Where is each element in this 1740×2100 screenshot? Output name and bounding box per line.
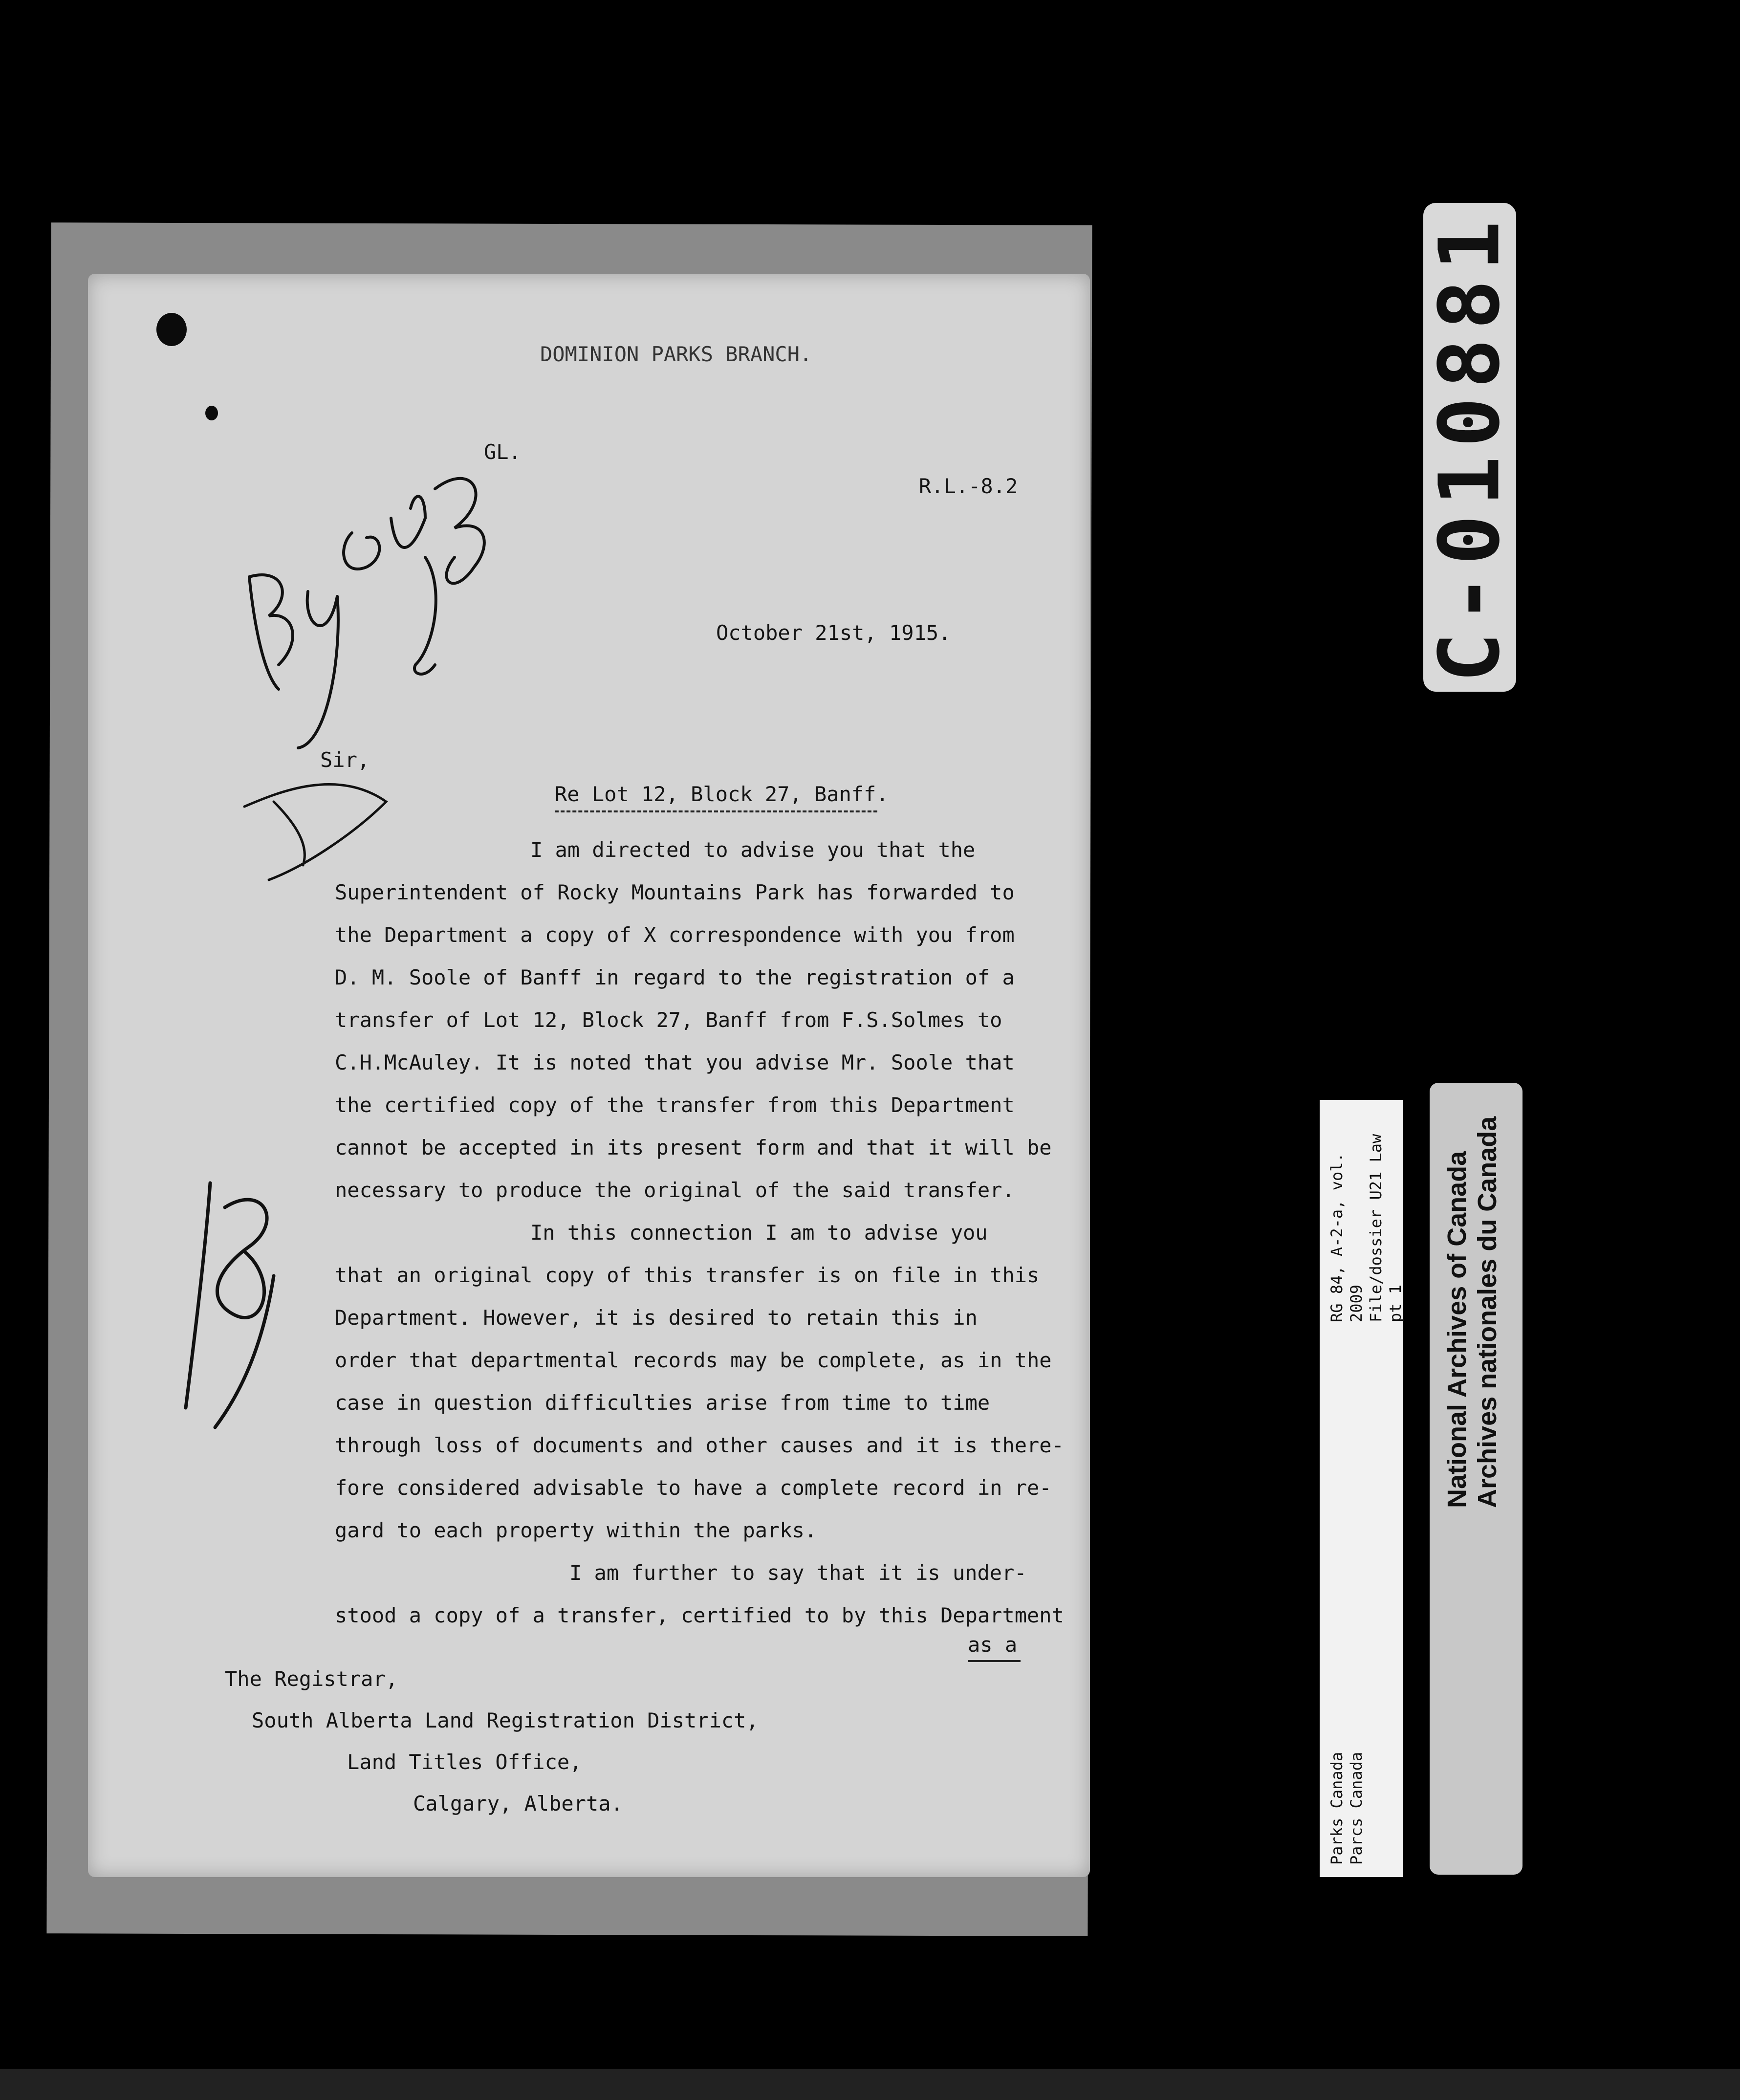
ref-line: File/dossier U21 Law (1367, 1134, 1385, 1322)
dept-fr: Parcs Canada (1347, 1751, 1366, 1865)
branch-heading: DOMINION PARKS BRANCH. (540, 342, 812, 366)
frame-number-text: C-010881 (1421, 212, 1519, 683)
body-line: the certified copy of the transfer from this Department (335, 1093, 1015, 1117)
letter-page (88, 274, 1090, 1877)
addressee-line: Land Titles Office, (347, 1750, 582, 1774)
body-line: gard to each property within the parks. (335, 1518, 817, 1542)
archive-name-en: National Archives of Canada (1442, 1151, 1472, 1508)
body-line: fore considered advisable to have a complete record in re- (335, 1476, 1052, 1500)
body-line: order that departmental records may be complete, as in the (335, 1348, 1052, 1372)
body-line: the Department a copy of X correspondence with you from (335, 923, 1015, 947)
ref-line: pt 1 (1386, 1284, 1405, 1322)
archive-name-fr: Archives nationales du Canada (1473, 1116, 1502, 1508)
scanner-edge (0, 2069, 1740, 2100)
catchword: as a (968, 1633, 1018, 1657)
ref-line: RG 84, A-2-a, vol. 2009 (1327, 1153, 1366, 1322)
addressee-line: Calgary, Alberta. (413, 1792, 623, 1816)
addressee-line: South Alberta Land Registration District, (252, 1708, 759, 1732)
catchword-underline (968, 1660, 1021, 1662)
archive-label (1430, 1083, 1522, 1875)
body-line: I am further to say that it is under- (569, 1561, 1027, 1585)
letter-date: October 21st, 1915. (716, 621, 951, 645)
body-line: Superintendent of Rocky Mountains Park has forwarded to (335, 880, 1015, 904)
subject-line: Re Lot 12, Block 27, Banff. (555, 782, 889, 806)
body-line: cannot be accepted in its present form and that it will be (335, 1136, 1052, 1159)
body-line: transfer of Lot 12, Block 27, Banff from F.S.Solmes to (335, 1008, 1002, 1032)
punch-hole (156, 313, 187, 346)
file-reference: R.L.-8.2 (919, 474, 1018, 498)
dept-en: Parks Canada (1327, 1751, 1346, 1865)
body-line: D. M. Soole of Banff in regard to the registration of a (335, 965, 1015, 989)
salutation: Sir, (320, 748, 370, 772)
letter-body (335, 829, 1166, 1637)
reference-label (1320, 1100, 1403, 1877)
handwritten-folio-number (152, 1154, 298, 1447)
body-line: that an original copy of this transfer is on file in this (335, 1263, 1040, 1287)
body-line: through loss of documents and other causes and it is there- (335, 1433, 1064, 1457)
body-line: Department. However, it is desired to retain this in (335, 1306, 978, 1330)
body-line: case in question difficulties arise from time to time (335, 1391, 990, 1415)
body-line: I am directed to advise you that the (530, 838, 976, 862)
body-line: C.H.McAuley. It is noted that you advise Mr. Soole that (335, 1050, 1015, 1074)
microfilm-frame-number (1421, 203, 1519, 692)
body-line: stood a copy of a transfer, certified to by this Department (335, 1603, 1064, 1627)
subject-underline (555, 810, 877, 812)
typist-initials: GL. (484, 440, 521, 464)
body-line: In this connection I am to advise you (530, 1221, 988, 1245)
addressee-line: The Registrar, (225, 1667, 398, 1691)
body-line: necessary to produce the original of the said transfer. (335, 1178, 1015, 1202)
